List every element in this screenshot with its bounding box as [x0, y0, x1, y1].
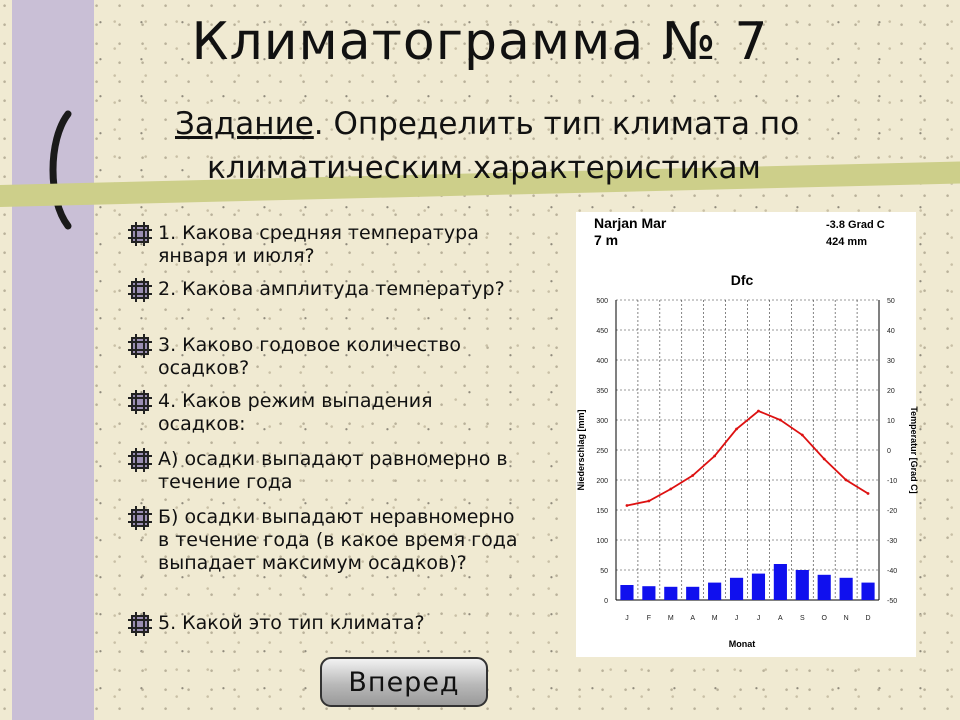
precipitation-bar — [686, 587, 699, 600]
temperature-point — [669, 488, 672, 491]
precipitation-bar — [840, 578, 853, 600]
station-elevation: 7 m — [594, 232, 619, 248]
question-text: Б) осадки выпадают неравномерно в течение года (в какое время года выпадает максимум осадков)? — [158, 506, 518, 574]
climate-chart-svg — [576, 212, 919, 657]
bullet-icon — [128, 334, 152, 358]
temperature-point — [867, 492, 870, 495]
precipitation-bar — [642, 586, 655, 600]
y-tick-left-label: 350 — [596, 388, 608, 395]
y-tick-right-label: 10 — [887, 418, 895, 425]
temperature-point — [647, 500, 650, 503]
precipitation-bar — [752, 574, 765, 600]
temperature-point — [691, 474, 694, 477]
y-tick-right-label: -10 — [887, 478, 898, 485]
y-tick-left-label: 50 — [600, 568, 608, 575]
y-tick-left-label: 400 — [596, 358, 608, 365]
x-tick-label: A — [690, 615, 696, 622]
temperature-point — [823, 458, 826, 461]
x-tick-label: J — [734, 615, 739, 622]
x-tick-label: M — [711, 615, 718, 622]
annual-precipitation: 424 mm — [826, 236, 867, 248]
bullet-icon — [128, 222, 152, 246]
task-label: Задание — [175, 106, 314, 142]
y-tick-right-label: -30 — [887, 538, 898, 545]
temperature-point — [713, 455, 716, 458]
bracket-ornament-icon — [46, 110, 76, 230]
y-tick-right-label: -20 — [887, 508, 898, 515]
x-tick-label: M — [667, 615, 674, 622]
bullet-icon — [128, 506, 152, 530]
question-text: А) осадки выпадают равномерно в течение года — [158, 448, 508, 493]
x-tick-label: O — [821, 615, 827, 622]
page-title: Климатограмма № 7 — [191, 12, 769, 72]
bullet-icon — [128, 612, 152, 636]
bullet-icon — [128, 448, 152, 472]
y-axis-right-label: Temperatur [Grad C] — [909, 406, 919, 494]
x-axis-label: Monat — [728, 639, 756, 649]
forward-button[interactable]: Вперед — [320, 657, 488, 707]
climate-class: Dfc — [730, 272, 754, 288]
task-text — [175, 102, 895, 190]
temperature-point — [626, 504, 629, 507]
y-tick-right-label: -40 — [887, 568, 898, 575]
precipitation-bar — [818, 575, 831, 600]
x-tick-label: J — [625, 615, 629, 622]
precipitation-bar — [774, 564, 787, 600]
x-tick-label: A — [778, 615, 783, 622]
question-text: 3. Каково годовое количество осадков? — [158, 334, 462, 379]
temperature-point — [845, 479, 848, 482]
y-tick-right-label: 50 — [887, 298, 895, 305]
task-line-2: климатическим характеристикам — [207, 150, 761, 186]
y-tick-left-label: 200 — [596, 478, 608, 485]
precipitation-bar — [796, 570, 809, 600]
temperature-point — [801, 434, 804, 437]
temperature-point — [735, 428, 738, 431]
y-tick-left-label: 150 — [596, 508, 608, 515]
precipitation-bar — [620, 585, 633, 600]
precipitation-bar — [861, 583, 874, 600]
y-tick-right-label: -50 — [887, 598, 898, 605]
x-tick-label: J — [756, 615, 761, 622]
precipitation-bar — [664, 587, 677, 600]
y-tick-right-label: 0 — [887, 448, 891, 455]
x-tick-label: D — [865, 615, 871, 622]
bullet-icon — [128, 278, 152, 302]
y-tick-left-label: 250 — [596, 448, 608, 455]
y-tick-right-label: 40 — [887, 328, 895, 335]
question-text: 1. Какова средняя температура января и июля? — [158, 222, 479, 267]
x-tick-label: F — [646, 615, 652, 622]
y-tick-left-label: 100 — [596, 538, 608, 545]
y-tick-right-label: 20 — [887, 388, 895, 395]
y-axis-left-label: Niederschlag [mm] — [576, 409, 586, 491]
y-tick-left-label: 450 — [596, 328, 608, 335]
precipitation-bar — [708, 583, 721, 600]
mean-temperature: -3.8 Grad C — [826, 219, 885, 231]
question-text: 2. Какова амплитуда температур? — [158, 278, 505, 300]
y-tick-right-label: 30 — [887, 358, 895, 365]
bullet-icon — [128, 390, 152, 414]
y-tick-left-label: 0 — [604, 598, 608, 605]
x-tick-label: N — [843, 615, 849, 622]
y-tick-left-label: 300 — [596, 418, 608, 425]
temperature-point — [757, 410, 760, 413]
temperature-point — [779, 419, 782, 422]
station-name: Narjan Mar — [594, 215, 667, 231]
precipitation-bar — [730, 578, 743, 600]
y-tick-left-label: 500 — [596, 298, 608, 305]
question-text: 5. Какой это тип климата? — [158, 612, 425, 634]
decorative-side-bar — [12, 0, 94, 720]
question-text: 4. Каков режим выпадения осадков: — [158, 390, 433, 435]
x-tick-label: S — [799, 615, 805, 622]
task-line-1: . Определить тип климата по — [313, 106, 800, 142]
climate-chart — [576, 212, 919, 657]
